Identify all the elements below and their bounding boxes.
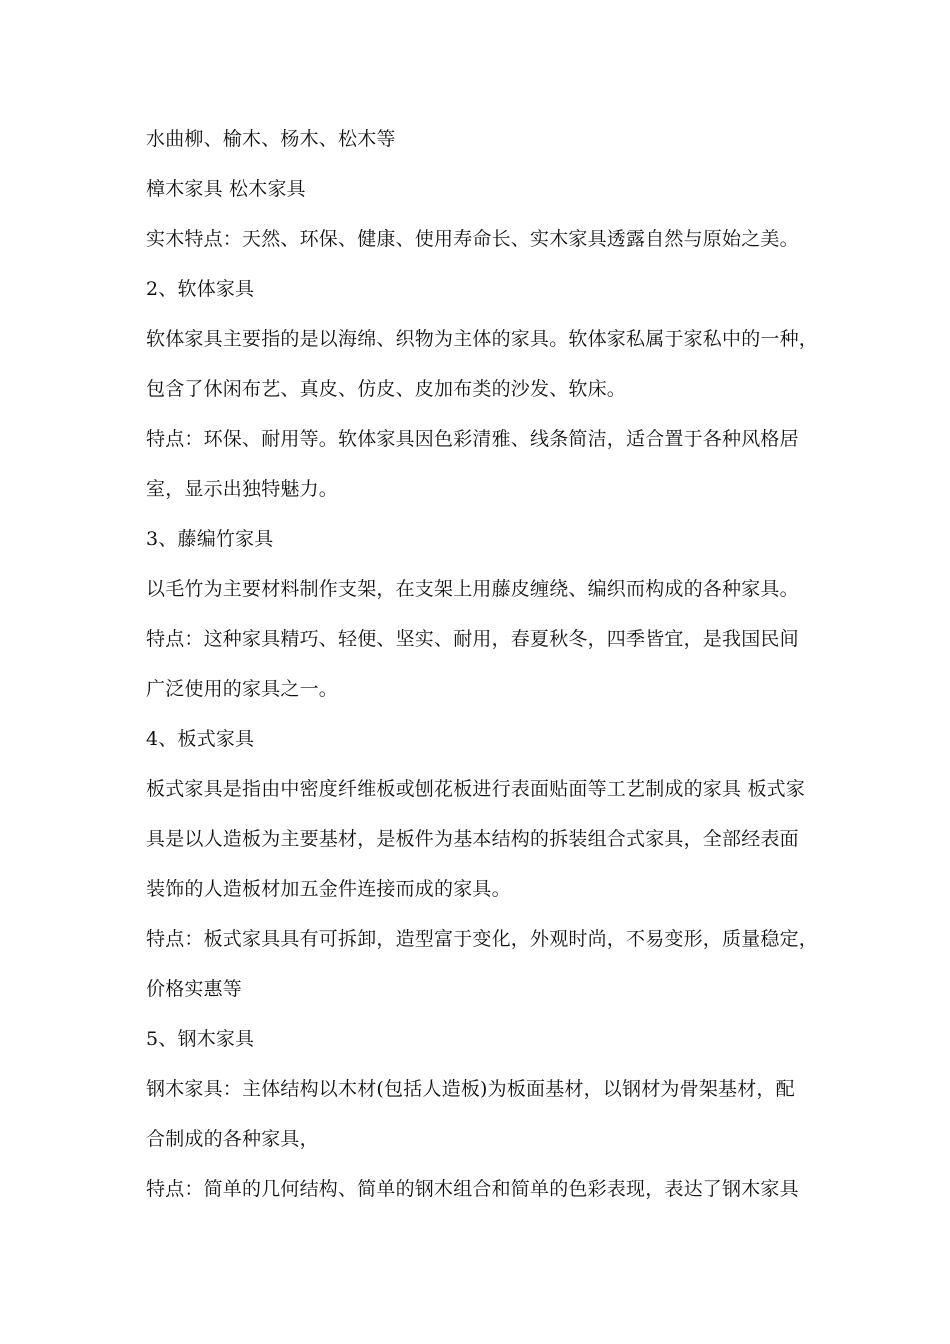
text-line: 广泛使用的家具之一。: [146, 678, 339, 700]
text-line: 具是以人造板为主要基材，是板件为基本结构的拆装组合式家具，全部经表面: [146, 828, 799, 850]
text-line: 水曲柳、榆木、杨木、松木等: [146, 128, 396, 150]
text-line: 特点：简单的几何结构、简单的钢木组合和简单的色彩表现，表达了钢木家具: [146, 1178, 799, 1200]
section-heading: 3、藤编竹家具: [146, 528, 274, 550]
text-line: 特点：环保、耐用等。软体家具因色彩清雅、线条简洁，适合置于各种风格居: [146, 428, 799, 450]
text-line: 室，显示出独特魅力。: [146, 478, 339, 500]
text-line: 软体家具主要指的是以海绵、织物为主体的家具。软体家私属于家私中的一种，: [146, 328, 819, 350]
section-heading: 5、钢木家具: [146, 1028, 255, 1050]
text-line: 包含了休闲布艺、真皮、仿皮、皮加布类的沙发、软床。: [146, 378, 627, 400]
text-line: 合制成的各种家具，: [146, 1128, 319, 1150]
section-heading: 2、软体家具: [146, 278, 255, 300]
text-line: 实木特点：天然、环保、健康、使用寿命长、实木家具透露自然与原始之美。: [146, 228, 799, 250]
text-line: 樟木家具 松木家具: [146, 178, 306, 200]
text-line: 装饰的人造板材加五金件连接而成的家具。: [146, 878, 511, 900]
section-heading: 4、板式家具: [146, 728, 255, 750]
text-line: 钢木家具：主体结构以木材(包括人造板)为板面基材，以钢材为骨架基材，配: [146, 1078, 795, 1100]
text-line: 板式家具是指由中密度纤维板或刨花板进行表面贴面等工艺制成的家具 板式家: [146, 778, 806, 800]
text-line: 价格实惠等: [146, 978, 243, 1000]
text-line: 特点：板式家具具有可拆卸，造型富于变化，外观时尚，不易变形，质量稳定，: [146, 928, 819, 950]
text-line: 以毛竹为主要材料制作支架，在支架上用藤皮缠绕、编织而构成的各种家具。: [146, 578, 799, 600]
text-line: 特点：这种家具精巧、轻便、坚实、耐用，春夏秋冬，四季皆宜，是我国民间: [146, 628, 799, 650]
